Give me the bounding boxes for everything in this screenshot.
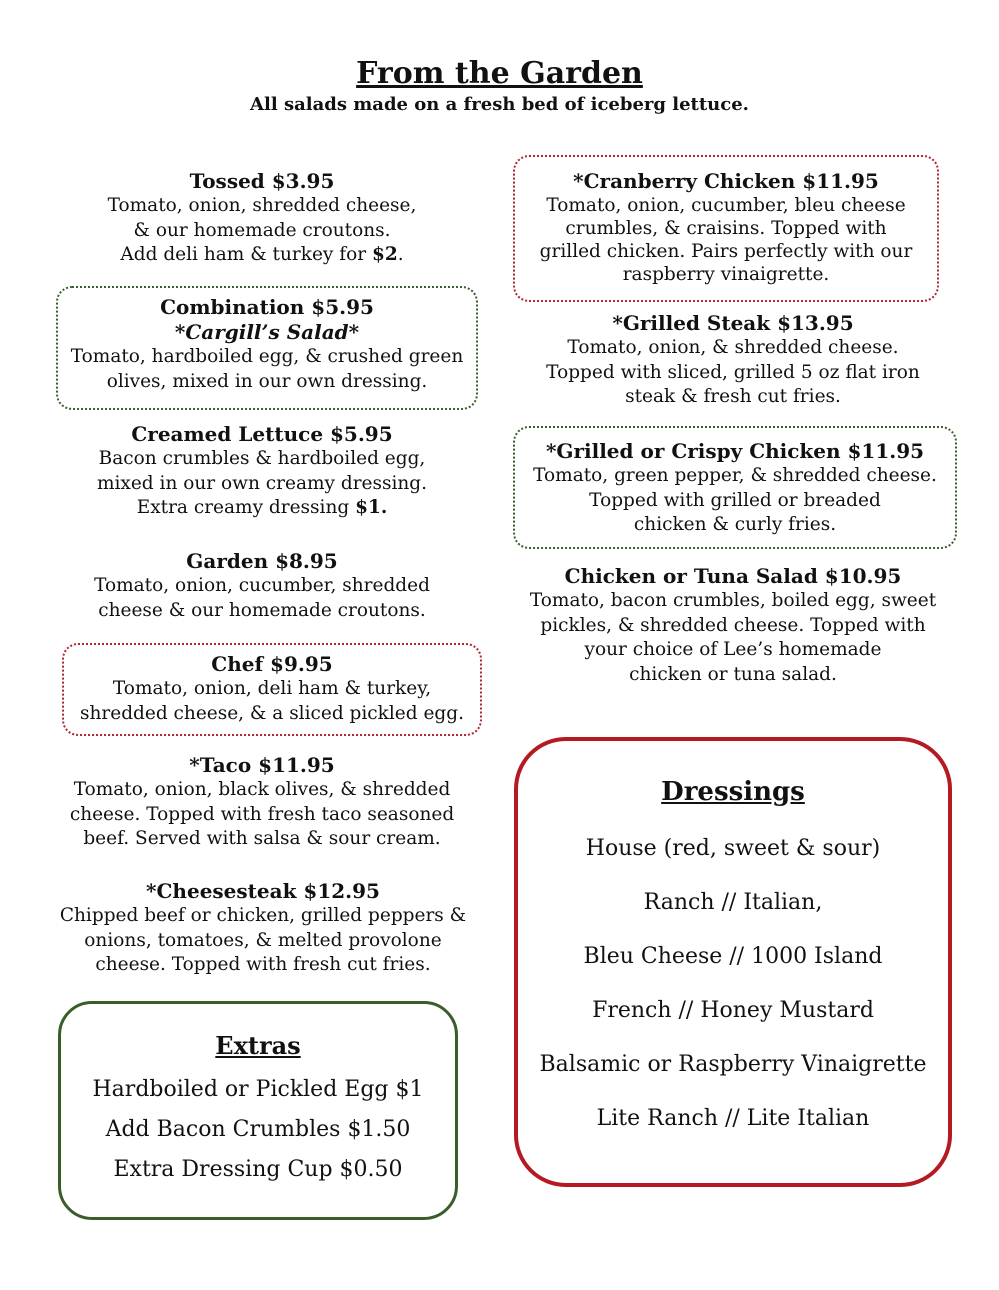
- item-desc-line: mixed in our own creamy dressing.: [96, 472, 428, 494]
- dressings-title: Dressings: [661, 777, 805, 807]
- item-name: *Cranberry Chicken $11.95: [573, 169, 879, 193]
- dressing-option: House (red, sweet & sour): [585, 836, 881, 861]
- item-desc-line: cheese. Topped with fresh taco seasoned: [69, 803, 455, 825]
- extras-title: Extras: [215, 1031, 301, 1060]
- item-desc-line: Tomato, onion, deli ham & turkey,: [112, 678, 432, 699]
- item-desc-line: Bacon crumbles & hardboiled egg,: [98, 448, 426, 469]
- item-desc-line: Tomato, onion, cucumber, shredded: [94, 575, 430, 596]
- item-desc-line: [60, 243, 464, 268]
- dressing-option: French // Honey Mustard: [592, 998, 874, 1023]
- menu-item-grilled-steak: [518, 311, 948, 410]
- menu-item-chef: [62, 643, 482, 736]
- dressing-option: Lite Ranch // Lite Italian: [596, 1106, 870, 1131]
- dressing-option: Bleu Cheese // 1000 Island: [583, 944, 883, 969]
- item-name: Combination $5.95: [160, 295, 374, 319]
- extras-box: [58, 1001, 458, 1220]
- item-desc-line: chicken & curly fries.: [633, 514, 837, 535]
- dressing-option: Ranch // Italian,: [643, 890, 823, 915]
- extras-item: Add Bacon Crumbles $1.50: [105, 1117, 411, 1142]
- item-desc-text: Extra creamy dressing: [136, 497, 356, 518]
- item-desc-line: cheese & our homemade croutons.: [98, 599, 426, 621]
- item-desc-line: & our homemade croutons.: [133, 219, 391, 241]
- item-name: Chicken or Tuna Salad $10.95: [564, 564, 902, 588]
- menu-item-combination: [56, 286, 478, 410]
- item-desc-line: pickles, & shredded cheese. Topped with: [540, 614, 926, 636]
- item-tagline: *Cargill’s Salad*: [174, 320, 360, 344]
- menu-item-grilled-crispy-chicken: [513, 426, 957, 549]
- item-desc-line: Tomato, onion, black olives, & shredded: [73, 779, 451, 800]
- menu-item-chicken-tuna-salad: [514, 564, 952, 687]
- menu-item-cheesesteak: [46, 879, 480, 978]
- item-name: *Cheesesteak $12.95: [146, 879, 380, 903]
- menu-item-tossed: [60, 169, 464, 268]
- menu-item-garden: [60, 549, 464, 623]
- menu-item-taco: [50, 753, 474, 852]
- item-desc-line: Topped with grilled or breaded: [589, 489, 881, 511]
- item-addon-price: $1.: [355, 497, 388, 518]
- menu-item-cranberry-chicken: [513, 155, 939, 302]
- item-name: Chef $9.95: [211, 652, 333, 676]
- extras-item: Extra Dressing Cup $0.50: [113, 1157, 403, 1182]
- item-desc-line: grilled chicken. Pairs perfectly with our: [539, 241, 913, 262]
- item-desc-line: raspberry vinaigrette.: [622, 264, 830, 285]
- item-desc-line: beef. Served with salsa & sour cream.: [83, 828, 441, 849]
- page-subtitle: All salads made on a fresh bed of iceberg lettuce.: [250, 94, 749, 115]
- item-desc-line: Tomato, onion, & shredded cheese.: [567, 337, 899, 358]
- item-desc-text: .: [397, 244, 404, 265]
- item-desc-line: Tomato, onion, shredded cheese,: [107, 195, 417, 216]
- item-desc-line: olives, mixed in our own dressing.: [106, 370, 428, 392]
- item-name: *Grilled Steak $13.95: [612, 311, 854, 335]
- item-name: Tossed $3.95: [189, 169, 335, 193]
- item-desc-line: steak & fresh cut fries.: [625, 386, 841, 407]
- item-desc-line: onions, tomatoes, & melted provolone: [84, 929, 442, 951]
- item-desc-text: Add deli ham & turkey for: [120, 244, 372, 265]
- item-desc-line: [60, 496, 464, 521]
- extras-item: Hardboiled or Pickled Egg $1: [92, 1077, 424, 1102]
- item-desc-line: Tomato, bacon crumbles, boiled egg, sweet: [529, 590, 937, 611]
- item-desc-line: shredded cheese, & a sliced pickled egg.: [80, 702, 464, 724]
- item-desc-line: Tomato, onion, cucumber, bleu cheese: [546, 195, 906, 216]
- dressing-option: Balsamic or Raspberry Vinaigrette: [539, 1052, 927, 1077]
- item-desc-line: your choice of Lee’s homemade: [584, 639, 882, 660]
- item-desc-line: Topped with sliced, grilled 5 oz flat iron: [546, 361, 920, 383]
- item-name: Garden $8.95: [186, 549, 338, 573]
- item-desc-line: Tomato, green pepper, & shredded cheese.: [533, 465, 937, 486]
- item-name: Creamed Lettuce $5.95: [131, 422, 393, 446]
- item-desc-line: Tomato, hardboiled egg, & crushed green: [70, 346, 464, 367]
- item-desc-line: chicken or tuna salad.: [629, 663, 837, 685]
- item-desc-line: cheese. Topped with fresh cut fries.: [95, 954, 431, 975]
- item-desc-line: Chipped beef or chicken, grilled peppers &: [59, 905, 467, 926]
- page-title: From the Garden: [356, 56, 643, 91]
- item-addon-price: $2: [371, 244, 398, 265]
- item-name: *Taco $11.95: [189, 753, 335, 777]
- item-name: *Grilled or Crispy Chicken $11.95: [545, 439, 925, 463]
- menu-item-creamed-lettuce: [60, 422, 464, 521]
- item-desc-line: crumbles, & craisins. Topped with: [565, 218, 887, 239]
- dressings-box: [514, 737, 952, 1187]
